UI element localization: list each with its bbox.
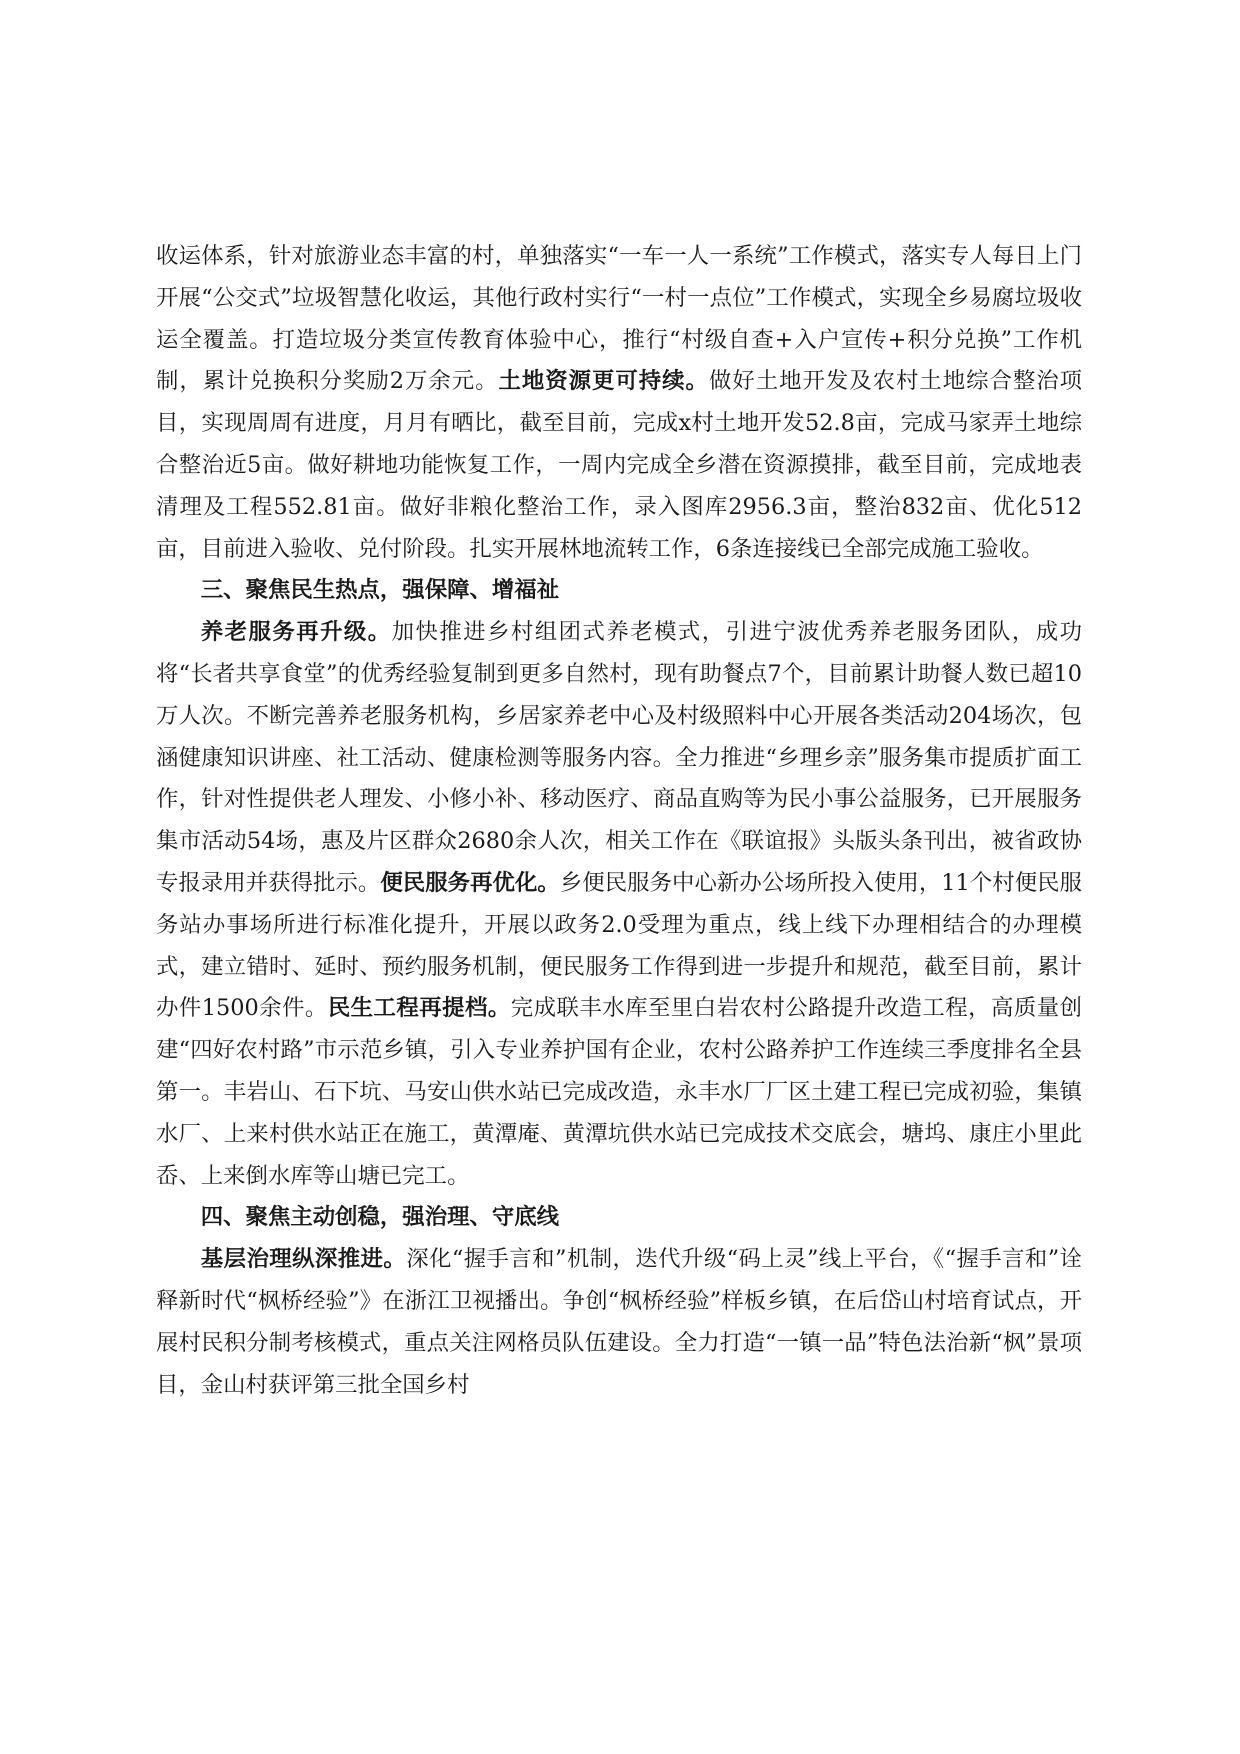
paragraph-text: 完成联丰水库至里白岩农村公路提升改造工程，高质量创建“四好农村路”市示范乡镇，引入专业养护国有企业，农村公路养护工作连续三季度排名全县第一。丰岩山、石下坑、马安山供水站已完成改造，永丰水厂厂区土建工程已完成初验，集镇水厂、上来村供水站正在施工，黄潭庵、黄潭坑供水站已完成技术交底会，塘坞、康庄小里此岙、上来倒水库等山塘已完工。 <box>156 995 1083 1189</box>
paragraph-text: 乡便民服务中心新办公场所投入使用，11个村便民服务站办事场所进行标准化提升，开展以政务2.0受理为重点，线上线下办理相结合的办理模式，建立错时、延时、预约服务机制，便民服务工作得到进一步提升和规范，截至目前，累计办件1500余件。 <box>156 869 1082 1022</box>
subsection-title-livelihood-projects: 民生工程再提档。 <box>327 995 511 1022</box>
section-heading-4: 四、聚焦主动创稳，强治理、守底线 <box>200 1204 560 1231</box>
paragraph-text: 深化“握手言和”机制，迭代升级“码上灵”线上平台，《“握手言和”诠释新时代“枫桥经验”》在浙江卫视播出。争创“枫桥经验”样板乡镇，在后岱山村培育试点，开展村民积分制考核模式，重点关注网格员队伍建设。全力打造“一镇一品”特色法治新“枫”景项目，金山村获评第三批全国乡村 <box>156 1246 1083 1398</box>
paragraph-text: 加快推进乡村组团式养老模式，引进宁波优秀养老服务团队，成功将“长者共享食堂”的优秀经验复制到更多自然村，现有助餐点7个，目前累计助餐人数已超10万人次。不断完善养老服务机构，乡居家养老中心及村级照料中心开展各类活动204场次，包涵健康知识讲座、社工活动、健康检测等服务内容。全力推进“乡理乡亲”服务集市提质扩面工作，针对性提供老人理发、小修小补、移动医疗、商品直购等为民小事公益服务，已开展服务集市活动54场，惠及片区群众2680余人次，相关工作在《联谊报》头版头条刊出，被省政协专报录用并获得批示。 <box>156 619 1083 896</box>
document-body <box>156 236 1082 1406</box>
subsection-title-grassroots-governance: 基层治理纵深推进。 <box>200 1246 407 1273</box>
paragraph-livelihood <box>156 612 1082 1197</box>
subsection-title-convenience-service: 便民服务再优化。 <box>380 869 560 896</box>
subsection-title-elderly-care: 养老服务再升级。 <box>200 619 392 646</box>
section-heading-3: 三、聚焦民生热点，强保障、增福祉 <box>200 577 560 604</box>
paragraph-text: 做好土地开发及农村土地综合整治项目，实现周周有进度，月月有晒比，截至目前，完成x村土地开发52.8亩，完成马家弄土地综合整治近5亩。做好耕地功能恢复工作，一周内完成全乡潜在资源摸排，截至目前，完成地表清理及工程552.81亩。做好非粮化整治工作，录入图库2956.3亩，整治832亩、优化512亩，目前进入验收、兑付阶段。扎实开展林地流转工作，6条连接线已全部完成施工验收。 <box>156 368 1083 562</box>
paragraph-garbage-and-land <box>156 236 1082 570</box>
subsection-title-land-resources: 土地资源更可持续。 <box>498 368 709 395</box>
paragraph-governance <box>156 1239 1082 1406</box>
paragraph-text: 收运体系，针对旅游业态丰富的村，单独落实“一车一人一系统”工作模式，落实专人每日上门开展“公交式”垃圾智慧化收运，其他行政村实行“一村一点位”工作模式，实现全乡易腐垃圾收运全覆盖。打造垃圾分类宣传教育体验中心，推行“村级自查+入户宣传+积分兑换”工作机制，累计兑换积分奖励2万余元。 <box>156 243 1082 395</box>
